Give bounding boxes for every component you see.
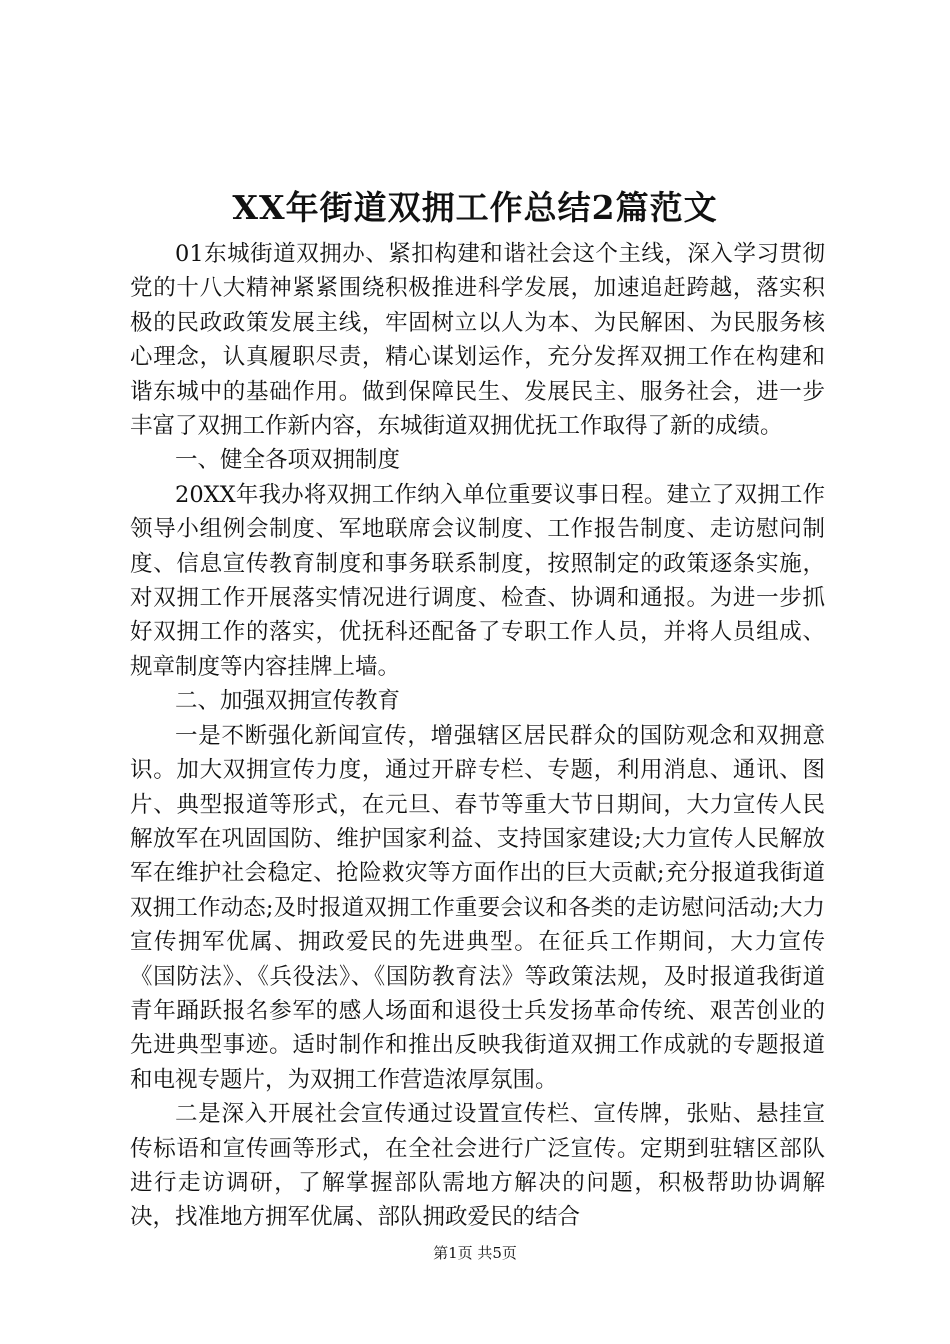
document-body <box>130 237 825 1235</box>
section-heading-1: 一、健全各项双拥制度 <box>175 447 401 474</box>
paragraph-social-publicity: 二是深入开展社会宣传通过设置宣传栏、宣传牌，张贴、悬挂宣传标语和宣传画等形式，在全社会进行广泛宣传。定期到驻辖区部队进行走访调研，了解掌握部队需地方解决的问题，积极帮助协调解决，找准地方拥军优属、部队拥政爱民的结合 <box>130 1101 825 1231</box>
section-heading-2: 二、加强双拥宣传教育 <box>175 688 401 715</box>
paragraph-news-publicity: 一是不断强化新闻宣传，增强辖区居民群众的国防观念和双拥意识。加大双拥宣传力度，通过开辟专栏、专题，利用消息、通讯、图片、典型报道等形式，在元旦、春节等重大节日期间，大力宣传人民解放军在巩固国防、维护国家利益、支持国家建设;大力宣传人民解放军在维护社会稳定、抢险救灾等方面作出的巨大贡献;充分报道我街道双拥工作动态;及时报道双拥工作重要会议和各类的走访慰问活动;大力宣传拥军优属、拥政爱民的先进典型。在征兵工作期间，大力宣传《国防法》、《兵役法》、《国防教育法》等政策法规，及时报道我街道青年踊跃报名参军的感人场面和退役士兵发扬革命传统、艰苦创业的先进典型事迹。适时制作和推出反映我街道双拥工作成就的专题报道和电视专题片，为双拥工作营造浓厚氛围。 <box>130 722 825 1093</box>
document-title: XX年街道双拥工作总结2篇范文 <box>232 188 718 227</box>
paragraph-system: 20XX年我办将双拥工作纳入单位重要议事日程。建立了双拥工作领导小组例会制度、军地联席会议制度、工作报告制度、走访慰问制度、信息宣传教育制度和事务联系制度，按照制定的政策逐条实施，对双拥工作开展落实情况进行调度、检查、协调和通报。为进一步抓好双拥工作的落实，优抚科还配备了专职工作人员，并将人员组成、规章制度等内容挂牌上墙。 <box>130 481 825 680</box>
paragraph-intro: 01东城街道双拥办、紧扣构建和谐社会这个主线，深入学习贯彻党的十八大精神紧紧围绕积极推进科学发展，加速追赶跨越，落实积极的民政政策发展主线，牢固树立以人为本、为民解困、为民服务核心理念，认真履职尽责，精心谋划运作，充分发挥双拥工作在构建和谐东城中的基础作用。做到保障民生、发展民主、服务社会，进一步丰富了双拥工作新内容，东城街道双拥优抚工作取得了新的成绩。 <box>130 241 825 440</box>
page-footer: 第1页 共5页 <box>433 1244 517 1262</box>
